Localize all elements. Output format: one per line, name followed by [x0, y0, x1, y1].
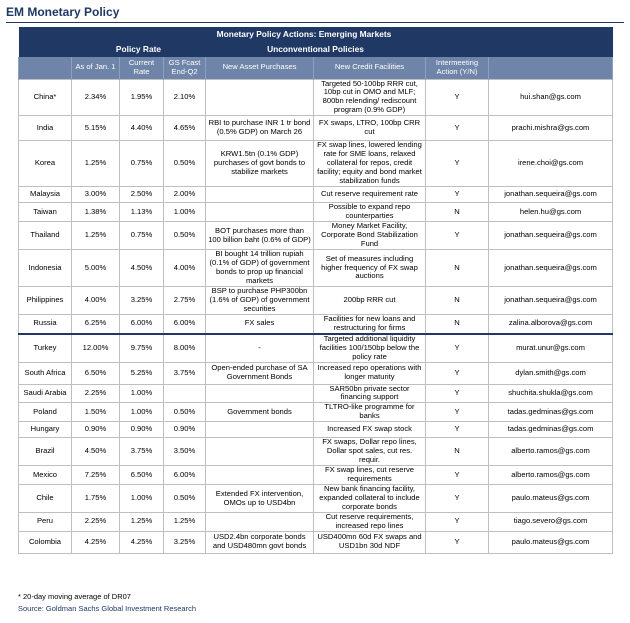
- credit-facilities-cell: Money Market Facility, Corporate Bond Stabilization Fund: [314, 222, 426, 250]
- contact-email-cell: paulo.mateus@gs.com: [489, 531, 613, 553]
- asof-cell: 12.00%: [72, 334, 120, 362]
- gs-forecast-cell: 3.50%: [164, 438, 206, 466]
- asset-purchases-cell: [206, 203, 314, 222]
- table-row: [19, 203, 613, 222]
- contact-email-cell: jonathan.sequeira@gs.com: [489, 250, 613, 287]
- asset-purchases-cell: [206, 466, 314, 485]
- current-rate-cell: 1.25%: [120, 512, 164, 531]
- gs-forecast-cell: 0.50%: [164, 141, 206, 187]
- credit-facilities-cell: Cut reserve requirements, increased repo lines: [314, 512, 426, 531]
- country-cell: Saudi Arabia: [19, 384, 72, 403]
- table-row: [19, 222, 613, 250]
- country-cell: Hungary: [19, 422, 72, 438]
- asof-cell: 5.15%: [72, 116, 120, 141]
- table-row: [19, 403, 613, 422]
- gs-forecast-cell: 6.00%: [164, 466, 206, 485]
- asof-cell: 4.00%: [72, 286, 120, 314]
- asset-purchases-cell: BSP to purchase PHP300bn (1.6% of GDP) of government securities: [206, 286, 314, 314]
- current-rate-cell: 0.90%: [120, 422, 164, 438]
- asof-cell: 2.25%: [72, 512, 120, 531]
- col-header-credit: New Credit Facilities: [314, 57, 426, 79]
- contact-email-cell: tadas.gedminas@gs.com: [489, 403, 613, 422]
- asset-purchases-cell: FX sales: [206, 314, 314, 333]
- asset-purchases-cell: Government bonds: [206, 403, 314, 422]
- page-title: EM Monetary Policy: [6, 5, 120, 19]
- intermeeting-cell: N: [426, 286, 489, 314]
- contact-email-cell: alberto.ramos@gs.com: [489, 438, 613, 466]
- contact-email-cell: shuchita.shukla@gs.com: [489, 384, 613, 403]
- policy-table: [18, 27, 613, 554]
- asset-purchases-cell: [206, 438, 314, 466]
- credit-facilities-cell: Increased repo operations with longer maturity: [314, 362, 426, 384]
- table-row: [19, 116, 613, 141]
- footnote: * 20-day moving average of DR07: [18, 592, 131, 601]
- asof-cell: 2.25%: [72, 384, 120, 403]
- col-header-current: Current Rate: [120, 57, 164, 79]
- credit-facilities-cell: FX swaps, LTRO, 100bp CRR cut: [314, 116, 426, 141]
- gs-forecast-cell: 1.25%: [164, 512, 206, 531]
- credit-facilities-cell: TLTRO-like programme for banks: [314, 403, 426, 422]
- current-rate-cell: 1.13%: [120, 203, 164, 222]
- asof-cell: 1.38%: [72, 203, 120, 222]
- contact-email-cell: tadas.gedminas@gs.com: [489, 422, 613, 438]
- asset-purchases-cell: BI bought 14 trillion rupiah (0.1% of GDP) of government bonds to prop up financial markets: [206, 250, 314, 287]
- contact-email-cell: irene.choi@gs.com: [489, 141, 613, 187]
- contact-email-cell: dylan.smith@gs.com: [489, 362, 613, 384]
- intermeeting-cell: Y: [426, 422, 489, 438]
- table-title-row: [19, 27, 613, 43]
- country-cell: Peru: [19, 512, 72, 531]
- current-rate-cell: 6.50%: [120, 466, 164, 485]
- intermeeting-cell: Y: [426, 334, 489, 362]
- contact-email-cell: jonathan.sequeira@gs.com: [489, 222, 613, 250]
- contact-email-cell: alberto.ramos@gs.com: [489, 466, 613, 485]
- col-header-gsfcast: GS Fcast End-Q2: [164, 57, 206, 79]
- intermeeting-cell: Y: [426, 187, 489, 203]
- asof-cell: 1.25%: [72, 141, 120, 187]
- intermeeting-cell: Y: [426, 384, 489, 403]
- table-row: [19, 466, 613, 485]
- table-row: [19, 79, 613, 116]
- intermeeting-cell: Y: [426, 531, 489, 553]
- table-row: [19, 187, 613, 203]
- table-row: [19, 531, 613, 553]
- table-row: [19, 250, 613, 287]
- asof-cell: 5.00%: [72, 250, 120, 287]
- intermeeting-cell: Y: [426, 222, 489, 250]
- asset-purchases-cell: BOT purchases more than 100 billion baht (0.6% of GDP): [206, 222, 314, 250]
- country-cell: Russia: [19, 314, 72, 333]
- contact-email-cell: tiago.severo@gs.com: [489, 512, 613, 531]
- current-rate-cell: 0.75%: [120, 222, 164, 250]
- contact-email-cell: paulo.mateus@gs.com: [489, 485, 613, 513]
- credit-facilities-cell: 200bp RRR cut: [314, 286, 426, 314]
- country-cell: South Africa: [19, 362, 72, 384]
- current-rate-cell: 4.40%: [120, 116, 164, 141]
- current-rate-cell: 3.75%: [120, 438, 164, 466]
- gs-forecast-cell: 1.00%: [164, 203, 206, 222]
- contact-email-cell: prachi.mishra@gs.com: [489, 116, 613, 141]
- credit-facilities-cell: FX swap lines, cut reserve requirements: [314, 466, 426, 485]
- gs-forecast-cell: 2.00%: [164, 187, 206, 203]
- contact-email-cell: jonathan.sequeira@gs.com: [489, 187, 613, 203]
- table-row: [19, 422, 613, 438]
- intermeeting-cell: N: [426, 438, 489, 466]
- credit-facilities-cell: Cut reserve requirement rate: [314, 187, 426, 203]
- asset-purchases-cell: Open-ended purchase of SA Government Bonds: [206, 362, 314, 384]
- table-row: [19, 362, 613, 384]
- current-rate-cell: 4.25%: [120, 531, 164, 553]
- country-cell: Indonesia: [19, 250, 72, 287]
- credit-facilities-cell: Possible to expand repo counterparties: [314, 203, 426, 222]
- gs-forecast-cell: 0.50%: [164, 403, 206, 422]
- asset-purchases-cell: [206, 422, 314, 438]
- credit-facilities-cell: USD400mn 60d FX swaps and USD1bn 30d NDF: [314, 531, 426, 553]
- asset-purchases-cell: Extended FX intervention, OMOs up to USD4bn: [206, 485, 314, 513]
- asof-cell: 1.50%: [72, 403, 120, 422]
- intermeeting-cell: N: [426, 203, 489, 222]
- title-divider: [6, 22, 624, 23]
- contact-email-cell: hui.shan@gs.com: [489, 79, 613, 116]
- group-header-row: [19, 43, 613, 57]
- asset-purchases-cell: [206, 512, 314, 531]
- credit-facilities-cell: New bank financing facility, expanded collateral to include corporate bonds: [314, 485, 426, 513]
- source-note: Source: Goldman Sachs Global Investment Research: [18, 604, 197, 613]
- gs-forecast-cell: 6.00%: [164, 314, 206, 333]
- country-cell: Poland: [19, 403, 72, 422]
- country-cell: Philippines: [19, 286, 72, 314]
- asof-cell: 1.75%: [72, 485, 120, 513]
- current-rate-cell: 1.00%: [120, 384, 164, 403]
- current-rate-cell: 3.25%: [120, 286, 164, 314]
- gs-forecast-cell: 4.00%: [164, 250, 206, 287]
- country-cell: Brazil: [19, 438, 72, 466]
- asof-cell: 1.25%: [72, 222, 120, 250]
- intermeeting-cell: N: [426, 250, 489, 287]
- intermeeting-cell: Y: [426, 403, 489, 422]
- asset-purchases-cell: RBI to purchase INR 1 tr bond (0.5% GDP) on March 26: [206, 116, 314, 141]
- gs-forecast-cell: 4.65%: [164, 116, 206, 141]
- country-cell: Colombia: [19, 531, 72, 553]
- credit-facilities-cell: Increased FX swap stock: [314, 422, 426, 438]
- current-rate-cell: 1.00%: [120, 485, 164, 513]
- current-rate-cell: 5.25%: [120, 362, 164, 384]
- credit-facilities-cell: FX swap lines, lowered lending rate for SME loans, relaxed collateral for repos, credit facility; equity and bond market stabilization funds: [314, 141, 426, 187]
- country-cell: Turkey: [19, 334, 72, 362]
- current-rate-cell: 2.50%: [120, 187, 164, 203]
- current-rate-cell: 1.00%: [120, 403, 164, 422]
- current-rate-cell: 4.50%: [120, 250, 164, 287]
- gs-forecast-cell: 2.10%: [164, 79, 206, 116]
- current-rate-cell: 0.75%: [120, 141, 164, 187]
- group-unconventional: Unconventional Policies: [206, 43, 426, 57]
- gs-forecast-cell: 3.75%: [164, 362, 206, 384]
- contact-email-cell: jonathan.sequeira@gs.com: [489, 286, 613, 314]
- group-policy-rate: Policy Rate: [72, 43, 206, 57]
- contact-email-cell: zalina.alborova@gs.com: [489, 314, 613, 333]
- asof-cell: 0.90%: [72, 422, 120, 438]
- table-title: Monetary Policy Actions: Emerging Markets: [120, 27, 489, 43]
- intermeeting-cell: Y: [426, 141, 489, 187]
- intermeeting-cell: Y: [426, 362, 489, 384]
- col-header-asof: As of Jan. 1: [72, 57, 120, 79]
- table-row: [19, 334, 613, 362]
- table-row: [19, 512, 613, 531]
- contact-email-cell: murat.unur@gs.com: [489, 334, 613, 362]
- asof-cell: 3.00%: [72, 187, 120, 203]
- intermeeting-cell: Y: [426, 466, 489, 485]
- column-header-row: [19, 57, 613, 79]
- credit-facilities-cell: Targeted additional liquidity facilities 100/150bp below the policy rate: [314, 334, 426, 362]
- current-rate-cell: 9.75%: [120, 334, 164, 362]
- asset-purchases-cell: -: [206, 334, 314, 362]
- gs-forecast-cell: 8.00%: [164, 334, 206, 362]
- intermeeting-cell: Y: [426, 512, 489, 531]
- intermeeting-cell: Y: [426, 485, 489, 513]
- asof-cell: 4.25%: [72, 531, 120, 553]
- table-row: [19, 314, 613, 333]
- current-rate-cell: 1.95%: [120, 79, 164, 116]
- col-header-asset: New Asset Purchases: [206, 57, 314, 79]
- asof-cell: 7.25%: [72, 466, 120, 485]
- intermeeting-cell: N: [426, 314, 489, 333]
- asset-purchases-cell: [206, 79, 314, 116]
- asof-cell: 2.34%: [72, 79, 120, 116]
- intermeeting-cell: Y: [426, 116, 489, 141]
- country-cell: India: [19, 116, 72, 141]
- credit-facilities-cell: Set of measures including higher frequency of FX swap auctions: [314, 250, 426, 287]
- country-cell: Malaysia: [19, 187, 72, 203]
- gs-forecast-cell: 0.50%: [164, 222, 206, 250]
- col-header-intermeeting: Intermeeting Action (Y/N): [426, 57, 489, 79]
- asof-cell: 4.50%: [72, 438, 120, 466]
- asset-purchases-cell: [206, 187, 314, 203]
- asset-purchases-cell: USD2.4bn corporate bonds and USD480mn govt bonds: [206, 531, 314, 553]
- credit-facilities-cell: Facilities for new loans and restructuring for firms: [314, 314, 426, 333]
- table-row: [19, 438, 613, 466]
- gs-forecast-cell: 2.75%: [164, 286, 206, 314]
- credit-facilities-cell: FX swaps, Dollar repo lines, Dollar spot sales, cut res. requir.: [314, 438, 426, 466]
- asof-cell: 6.50%: [72, 362, 120, 384]
- gs-forecast-cell: [164, 384, 206, 403]
- country-cell: Korea: [19, 141, 72, 187]
- country-cell: Chile: [19, 485, 72, 513]
- asset-purchases-cell: [206, 384, 314, 403]
- table-row: [19, 485, 613, 513]
- credit-facilities-cell: SAR50bn private sector financing support: [314, 384, 426, 403]
- current-rate-cell: 6.00%: [120, 314, 164, 333]
- asof-cell: 6.25%: [72, 314, 120, 333]
- credit-facilities-cell: Targeted 50-100bp RRR cut, 10bp cut in OMO and MLF; 800bn relending/ rediscount program (0.9% GDP): [314, 79, 426, 116]
- country-cell: Thailand: [19, 222, 72, 250]
- country-cell: Taiwan: [19, 203, 72, 222]
- table-row: [19, 286, 613, 314]
- intermeeting-cell: Y: [426, 79, 489, 116]
- country-cell: Mexico: [19, 466, 72, 485]
- gs-forecast-cell: 3.25%: [164, 531, 206, 553]
- country-cell: China*: [19, 79, 72, 116]
- table-row: [19, 384, 613, 403]
- contact-email-cell: helen.hu@gs.com: [489, 203, 613, 222]
- asset-purchases-cell: KRW1.5tn (0.1% GDP) purchases of govt bonds to stabilize markets: [206, 141, 314, 187]
- gs-forecast-cell: 0.90%: [164, 422, 206, 438]
- gs-forecast-cell: 0.50%: [164, 485, 206, 513]
- table-row: [19, 141, 613, 187]
